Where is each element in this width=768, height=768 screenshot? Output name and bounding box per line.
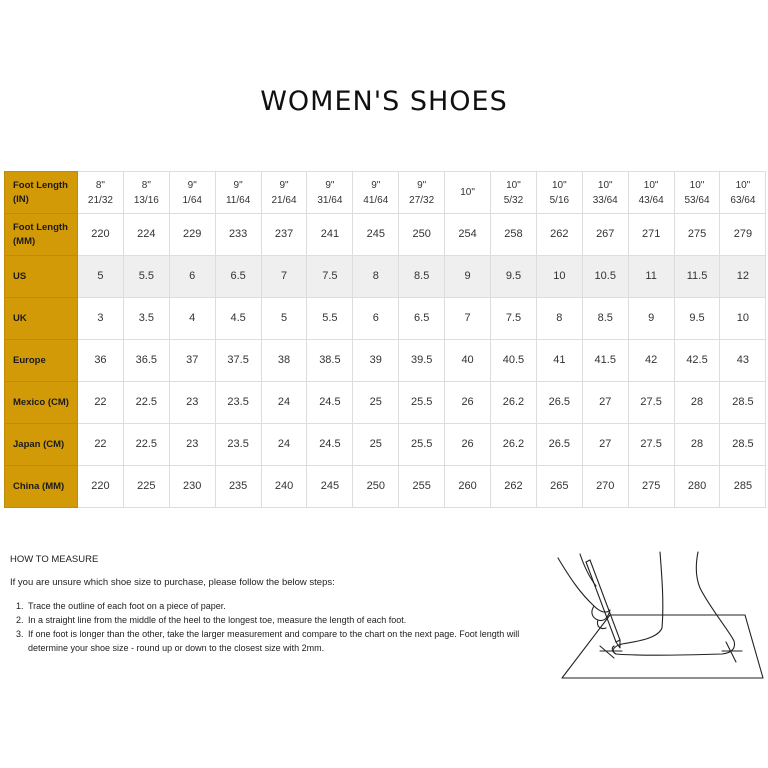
table-cell: 6 — [353, 298, 399, 340]
measure-step: 2. In a straight line from the middle of the heel to the longest toe, measure the length of each foot. — [26, 613, 546, 627]
cell-text: 9" — [371, 179, 381, 191]
table-row — [5, 256, 766, 298]
table-cell: 11 — [628, 256, 674, 298]
table-cell: 220 — [78, 214, 124, 256]
table-cell: 7.5 — [491, 298, 537, 340]
table-cell: 26 — [445, 424, 491, 466]
table-cell: 4 — [169, 298, 215, 340]
table-cell: 6.5 — [215, 256, 261, 298]
table-cell: 220 — [78, 466, 124, 508]
table-cell: 265 — [536, 466, 582, 508]
table-cell — [123, 172, 169, 214]
table-cell: 240 — [261, 466, 307, 508]
table-cell: 255 — [399, 466, 445, 508]
table-cell: 42.5 — [674, 340, 720, 382]
cell-text: 9" — [279, 179, 289, 191]
table-cell: 250 — [353, 466, 399, 508]
table-cell: 233 — [215, 214, 261, 256]
table-cell: 235 — [215, 466, 261, 508]
table-cell: 7 — [445, 298, 491, 340]
table-cell — [674, 172, 720, 214]
row-header — [5, 340, 78, 382]
table-cell: 6 — [169, 256, 215, 298]
cell-text: 10" — [689, 179, 705, 191]
table-cell: 267 — [582, 214, 628, 256]
table-cell: 241 — [307, 214, 353, 256]
table-cell: 9.5 — [491, 256, 537, 298]
cell-text: 13/16 — [133, 194, 159, 206]
table-cell: 262 — [491, 466, 537, 508]
table-cell: 275 — [674, 214, 720, 256]
foot-outline — [613, 552, 734, 655]
table-cell — [307, 172, 353, 214]
table-cell: 8.5 — [399, 256, 445, 298]
table-cell: 10.5 — [582, 256, 628, 298]
cell-text: 10" — [460, 187, 475, 198]
table-cell: 250 — [399, 214, 445, 256]
cell-text: 21/64 — [271, 194, 297, 206]
row-header-text: (IN) — [13, 193, 29, 205]
table-cell: 22 — [78, 424, 124, 466]
table-cell: 40 — [445, 340, 491, 382]
table-cell: 275 — [628, 466, 674, 508]
table-cell — [628, 172, 674, 214]
cell-text: 53/64 — [684, 194, 710, 206]
table-cell: 41.5 — [582, 340, 628, 382]
row-header-text: Foot Length — [13, 179, 68, 191]
table-cell: 23.5 — [215, 424, 261, 466]
cell-text: 9" — [187, 179, 197, 191]
row-header-text: (MM) — [13, 235, 36, 247]
table-cell: 24.5 — [307, 424, 353, 466]
table-cell: 24.5 — [307, 382, 353, 424]
table-cell — [536, 172, 582, 214]
table-cell — [169, 172, 215, 214]
table-cell: 23 — [169, 424, 215, 466]
table-cell — [78, 172, 124, 214]
table-cell: 28.5 — [720, 382, 766, 424]
table-cell: 42 — [628, 340, 674, 382]
table-cell: 26.2 — [491, 382, 537, 424]
table-cell: 280 — [674, 466, 720, 508]
how-to-measure-intro: If you are unsure which shoe size to purchase, please follow the below steps: — [10, 577, 335, 588]
measure-steps-list — [10, 599, 546, 655]
table-cell: 5 — [261, 298, 307, 340]
table-cell: 245 — [353, 214, 399, 256]
row-header — [5, 466, 78, 508]
cell-text: 10" — [597, 179, 613, 191]
table-cell: 258 — [491, 214, 537, 256]
table-cell: 12 — [720, 256, 766, 298]
measure-step: 3. If one foot is longer than the other, take the larger measurement and compare to the chart on the next page. Foot length will determine your shoe size - round up or down to the closest size with 2mm. — [26, 627, 546, 655]
table-cell: 24 — [261, 382, 307, 424]
table-cell: 22 — [78, 382, 124, 424]
cell-text: 5/16 — [549, 194, 570, 206]
cell-text: 9" — [325, 179, 335, 191]
table-cell: 27 — [582, 382, 628, 424]
row-header — [5, 256, 78, 298]
cell-text: 31/64 — [317, 194, 343, 206]
table-row — [5, 214, 766, 256]
cell-text: 33/64 — [592, 194, 618, 206]
table-cell — [353, 172, 399, 214]
cell-text: 9" — [233, 179, 243, 191]
page-title: WOMEN'S SHOES — [260, 86, 508, 117]
table-cell: 229 — [169, 214, 215, 256]
table-cell: 10 — [720, 298, 766, 340]
table-cell: 37 — [169, 340, 215, 382]
table-row — [5, 340, 766, 382]
table-cell — [491, 172, 537, 214]
table-cell: 262 — [536, 214, 582, 256]
table-cell: 26 — [445, 382, 491, 424]
table-cell: 9 — [445, 256, 491, 298]
table-row — [5, 466, 766, 508]
cell-text: 10" — [643, 179, 659, 191]
table-cell: 40.5 — [491, 340, 537, 382]
table-cell: 39.5 — [399, 340, 445, 382]
table-cell: 271 — [628, 214, 674, 256]
cell-text: 63/64 — [730, 194, 756, 206]
table-cell: 285 — [720, 466, 766, 508]
row-header — [5, 298, 78, 340]
table-cell: 9.5 — [674, 298, 720, 340]
cell-text: 21/32 — [87, 194, 113, 206]
table-cell: 37.5 — [215, 340, 261, 382]
table-cell: 3.5 — [123, 298, 169, 340]
table-cell: 23 — [169, 382, 215, 424]
table-cell: 4.5 — [215, 298, 261, 340]
table-cell: 26.5 — [536, 424, 582, 466]
cell-text: 43/64 — [638, 194, 664, 206]
table-cell: 7.5 — [307, 256, 353, 298]
table-cell: 25.5 — [399, 424, 445, 466]
table-cell: 260 — [445, 466, 491, 508]
table-cell: 39 — [353, 340, 399, 382]
table-cell: 25 — [353, 424, 399, 466]
table-cell: 5.5 — [123, 256, 169, 298]
row-header — [5, 214, 78, 256]
row-header-text: China (MM) — [13, 480, 65, 492]
row-header-text: Europe — [13, 354, 46, 366]
table-cell: 26.2 — [491, 424, 537, 466]
table-cell: 279 — [720, 214, 766, 256]
table-cell: 9 — [628, 298, 674, 340]
table-cell: 245 — [307, 466, 353, 508]
cell-text: 8" — [95, 179, 105, 191]
table-cell — [445, 172, 491, 214]
row-header — [5, 382, 78, 424]
table-cell: 36 — [78, 340, 124, 382]
cell-text: 11/64 — [225, 194, 251, 206]
table-cell — [215, 172, 261, 214]
table-cell: 254 — [445, 214, 491, 256]
table-cell: 27.5 — [628, 424, 674, 466]
table-cell: 10 — [536, 256, 582, 298]
table-cell: 28 — [674, 382, 720, 424]
cell-text: 10" — [552, 179, 567, 191]
table-cell: 5 — [78, 256, 124, 298]
table-cell: 22.5 — [123, 382, 169, 424]
table-cell: 43 — [720, 340, 766, 382]
cell-text: 9" — [417, 179, 427, 191]
table-cell: 225 — [123, 466, 169, 508]
table-cell — [399, 172, 445, 214]
table-cell: 22.5 — [123, 424, 169, 466]
cell-text: 1/64 — [182, 194, 202, 206]
table-cell: 38.5 — [307, 340, 353, 382]
row-header-text: US — [13, 270, 27, 282]
table-cell — [582, 172, 628, 214]
table-cell: 36.5 — [123, 340, 169, 382]
table-cell: 25.5 — [399, 382, 445, 424]
table-cell: 27.5 — [628, 382, 674, 424]
table-cell: 8 — [536, 298, 582, 340]
cell-text: 41/64 — [363, 194, 389, 206]
row-header-text: Mexico (CM) — [13, 396, 69, 408]
table-cell: 230 — [169, 466, 215, 508]
table-row — [5, 382, 766, 424]
cell-text: 10" — [735, 179, 751, 191]
how-to-measure-heading: HOW TO MEASURE — [10, 554, 99, 565]
table-cell: 8 — [353, 256, 399, 298]
table-cell: 7 — [261, 256, 307, 298]
table-cell: 26.5 — [536, 382, 582, 424]
table-cell: 11.5 — [674, 256, 720, 298]
row-header-text: Japan (CM) — [13, 438, 65, 450]
cell-text: 10" — [506, 179, 521, 191]
table-cell: 28.5 — [720, 424, 766, 466]
cell-text: 27/32 — [409, 194, 435, 206]
cell-text: 5/32 — [503, 194, 524, 206]
size-chart-table — [4, 171, 766, 508]
table-row — [5, 172, 766, 214]
cell-text: 8" — [141, 179, 151, 191]
table-cell: 24 — [261, 424, 307, 466]
table-cell — [720, 172, 766, 214]
table-cell: 224 — [123, 214, 169, 256]
table-cell: 27 — [582, 424, 628, 466]
table-cell: 3 — [78, 298, 124, 340]
table-cell: 38 — [261, 340, 307, 382]
table-cell: 23.5 — [215, 382, 261, 424]
table-cell: 5.5 — [307, 298, 353, 340]
row-header — [5, 172, 78, 214]
table-row — [5, 298, 766, 340]
table-cell: 6.5 — [399, 298, 445, 340]
foot-tracing-illustration — [550, 548, 765, 688]
row-header-text: UK — [13, 312, 27, 324]
row-header-text: Foot Length — [13, 221, 68, 233]
table-cell: 25 — [353, 382, 399, 424]
table-cell: 28 — [674, 424, 720, 466]
table-row — [5, 424, 766, 466]
table-cell: 41 — [536, 340, 582, 382]
table-cell — [261, 172, 307, 214]
table-cell: 237 — [261, 214, 307, 256]
measure-step: 1. Trace the outline of each foot on a piece of paper. — [26, 599, 546, 613]
table-cell: 270 — [582, 466, 628, 508]
row-header — [5, 424, 78, 466]
table-cell: 8.5 — [582, 298, 628, 340]
